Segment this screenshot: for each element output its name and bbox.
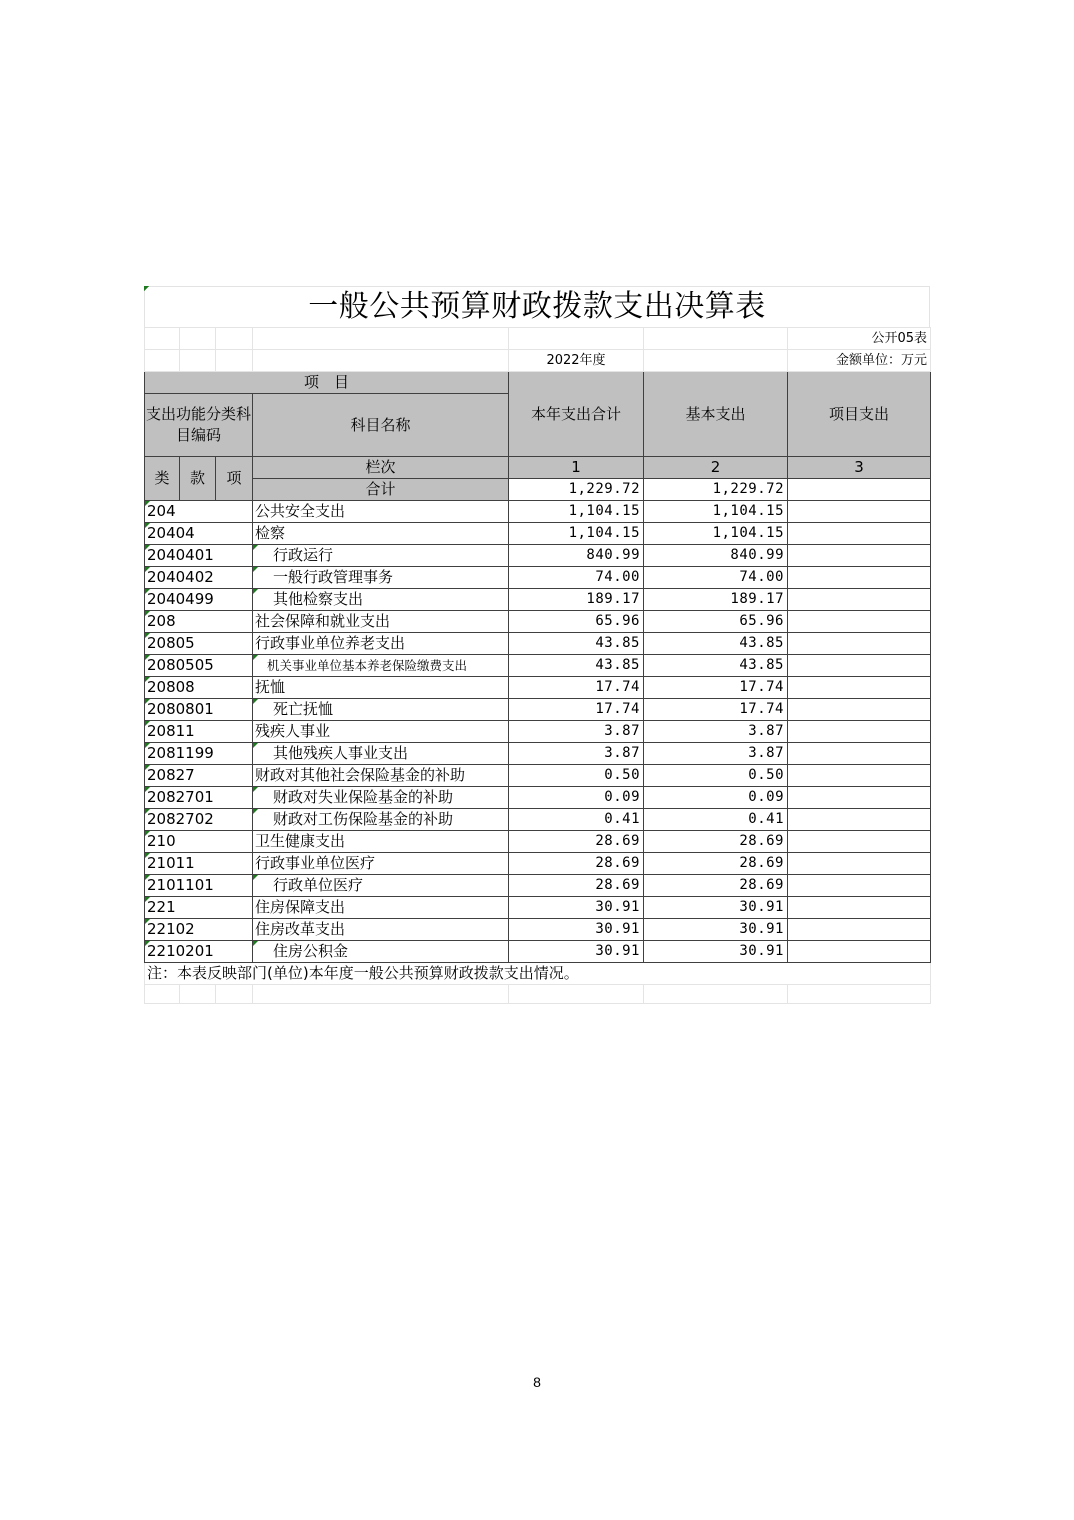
row-basic: 3.87 xyxy=(644,721,788,743)
table-row xyxy=(145,875,931,897)
row-total: 0.50 xyxy=(509,765,644,787)
table-row xyxy=(145,941,931,963)
row-total: 30.91 xyxy=(509,919,644,941)
row-name: 行政单位医疗 xyxy=(253,875,509,897)
row-project xyxy=(788,897,931,919)
row-name: 财政对工伤保险基金的补助 xyxy=(253,809,509,831)
row-total: 840.99 xyxy=(509,545,644,567)
row-code: 20805 xyxy=(145,633,253,655)
row-basic: 0.09 xyxy=(644,787,788,809)
row-basic: 43.85 xyxy=(644,655,788,677)
row-project xyxy=(788,567,931,589)
table-row xyxy=(145,787,931,809)
header-item: 项 目 xyxy=(145,372,509,394)
header-col-project: 项目支出 xyxy=(788,372,931,457)
total-basic: 1,229.72 xyxy=(644,479,788,501)
row-project xyxy=(788,809,931,831)
table-row xyxy=(145,919,931,941)
header-kuan: 款 xyxy=(180,457,216,501)
row-basic: 1,104.15 xyxy=(644,501,788,523)
table-row xyxy=(145,589,931,611)
form-code: 公开05表 xyxy=(788,328,931,350)
row-total: 30.91 xyxy=(509,897,644,919)
row-project xyxy=(788,655,931,677)
row-code: 2080505 xyxy=(145,655,253,677)
row-total: 3.87 xyxy=(509,743,644,765)
header-row-3 xyxy=(145,457,931,479)
row-code: 2082702 xyxy=(145,809,253,831)
row-basic: 0.50 xyxy=(644,765,788,787)
row-code: 2101101 xyxy=(145,875,253,897)
row-code: 208 xyxy=(145,611,253,633)
total-label: 合计 xyxy=(253,479,509,501)
row-name: 公共安全支出 xyxy=(253,501,509,523)
row-total: 28.69 xyxy=(509,853,644,875)
table-row xyxy=(145,501,931,523)
row-name: 其他残疾人事业支出 xyxy=(253,743,509,765)
row-basic: 65.96 xyxy=(644,611,788,633)
note-row xyxy=(145,963,931,985)
row-total: 43.85 xyxy=(509,655,644,677)
row-code: 2080801 xyxy=(145,699,253,721)
row-project xyxy=(788,853,931,875)
row-project xyxy=(788,699,931,721)
row-basic: 1,104.15 xyxy=(644,523,788,545)
year-label: 2022年度 xyxy=(509,350,644,372)
header-xiang: 项 xyxy=(216,457,253,501)
row-code: 21011 xyxy=(145,853,253,875)
row-project xyxy=(788,545,931,567)
row-total: 28.69 xyxy=(509,875,644,897)
row-project xyxy=(788,919,931,941)
row-name: 抚恤 xyxy=(253,677,509,699)
row-project xyxy=(788,743,931,765)
row-code: 20808 xyxy=(145,677,253,699)
year-unit-row xyxy=(145,350,931,372)
report-sheet xyxy=(144,286,930,1004)
row-code: 2040402 xyxy=(145,567,253,589)
row-code: 20404 xyxy=(145,523,253,545)
table-row xyxy=(145,743,931,765)
total-project xyxy=(788,479,931,501)
unit-label: 金额单位：万元 xyxy=(788,350,931,372)
row-total: 0.09 xyxy=(509,787,644,809)
row-project xyxy=(788,875,931,897)
row-name: 行政运行 xyxy=(253,545,509,567)
total-total: 1,229.72 xyxy=(509,479,644,501)
row-name: 财政对其他社会保险基金的补助 xyxy=(253,765,509,787)
table-row xyxy=(145,853,931,875)
row-basic: 30.91 xyxy=(644,941,788,963)
form-code-row xyxy=(145,328,931,350)
table-row xyxy=(145,567,931,589)
header-col-basic: 基本支出 xyxy=(644,372,788,457)
row-name: 财政对失业保险基金的补助 xyxy=(253,787,509,809)
row-project xyxy=(788,501,931,523)
row-basic: 17.74 xyxy=(644,699,788,721)
header-col-no-2: 2 xyxy=(644,457,788,479)
row-basic: 28.69 xyxy=(644,853,788,875)
row-total: 43.85 xyxy=(509,633,644,655)
row-code: 20827 xyxy=(145,765,253,787)
header-col-no-1: 1 xyxy=(509,457,644,479)
table-row xyxy=(145,699,931,721)
row-code: 22102 xyxy=(145,919,253,941)
row-basic: 30.91 xyxy=(644,897,788,919)
row-name: 社会保障和就业支出 xyxy=(253,611,509,633)
row-name: 行政事业单位医疗 xyxy=(253,853,509,875)
table-row xyxy=(145,831,931,853)
row-total: 28.69 xyxy=(509,831,644,853)
row-basic: 840.99 xyxy=(644,545,788,567)
table-row xyxy=(145,545,931,567)
row-name: 死亡抚恤 xyxy=(253,699,509,721)
row-basic: 30.91 xyxy=(644,919,788,941)
footnote: 注：本表反映部门(单位)本年度一般公共预算财政拨款支出情况。 xyxy=(145,963,931,985)
row-total: 0.41 xyxy=(509,809,644,831)
row-basic: 17.74 xyxy=(644,677,788,699)
row-total: 17.74 xyxy=(509,699,644,721)
row-total: 1,104.15 xyxy=(509,523,644,545)
table-row xyxy=(145,721,931,743)
row-project xyxy=(788,523,931,545)
row-code: 2081199 xyxy=(145,743,253,765)
row-basic: 28.69 xyxy=(644,831,788,853)
header-row-1 xyxy=(145,372,931,394)
row-total: 65.96 xyxy=(509,611,644,633)
header-col-no-3: 3 xyxy=(788,457,931,479)
row-name: 行政事业单位养老支出 xyxy=(253,633,509,655)
row-basic: 189.17 xyxy=(644,589,788,611)
header-func-code: 支出功能分类科目编码 xyxy=(145,394,253,457)
row-total: 3.87 xyxy=(509,721,644,743)
row-total: 74.00 xyxy=(509,567,644,589)
total-row xyxy=(145,479,931,501)
row-code: 2040499 xyxy=(145,589,253,611)
row-name: 住房公积金 xyxy=(253,941,509,963)
row-total: 1,104.15 xyxy=(509,501,644,523)
row-name: 住房改革支出 xyxy=(253,919,509,941)
row-project xyxy=(788,765,931,787)
row-total: 17.74 xyxy=(509,677,644,699)
row-name: 卫生健康支出 xyxy=(253,831,509,853)
row-code: 20811 xyxy=(145,721,253,743)
table-row xyxy=(145,523,931,545)
header-subject-name: 科目名称 xyxy=(253,394,509,457)
table-row xyxy=(145,677,931,699)
row-name: 残疾人事业 xyxy=(253,721,509,743)
row-project xyxy=(788,787,931,809)
row-project xyxy=(788,831,931,853)
note-table xyxy=(144,963,931,1004)
header-lanci: 栏次 xyxy=(253,457,509,479)
row-name: 检察 xyxy=(253,523,509,545)
row-code: 2082701 xyxy=(145,787,253,809)
table-row xyxy=(145,655,931,677)
row-name: 住房保障支出 xyxy=(253,897,509,919)
row-project xyxy=(788,633,931,655)
row-total: 189.17 xyxy=(509,589,644,611)
row-name: 其他检察支出 xyxy=(253,589,509,611)
row-project xyxy=(788,677,931,699)
row-name: 机关事业单位基本养老保险缴费支出 xyxy=(253,655,509,677)
row-project xyxy=(788,589,931,611)
row-project xyxy=(788,941,931,963)
row-code: 221 xyxy=(145,897,253,919)
table-row xyxy=(145,897,931,919)
title-row xyxy=(144,286,930,327)
table-row xyxy=(145,633,931,655)
row-basic: 74.00 xyxy=(644,567,788,589)
page-number: 8 xyxy=(533,1374,541,1390)
row-code: 2040401 xyxy=(145,545,253,567)
table-row xyxy=(145,765,931,787)
row-code: 2210201 xyxy=(145,941,253,963)
report-title: 一般公共预算财政拨款支出决算表 xyxy=(308,289,766,324)
row-basic: 0.41 xyxy=(644,809,788,831)
row-total: 30.91 xyxy=(509,941,644,963)
row-name: 一般行政管理事务 xyxy=(253,567,509,589)
row-basic: 43.85 xyxy=(644,633,788,655)
row-code: 204 xyxy=(145,501,253,523)
table-row xyxy=(145,611,931,633)
row-basic: 28.69 xyxy=(644,875,788,897)
header-col-total: 本年支出合计 xyxy=(509,372,644,457)
table-row xyxy=(145,809,931,831)
report-table xyxy=(144,327,931,963)
row-basic: 3.87 xyxy=(644,743,788,765)
blank-row xyxy=(145,985,931,1004)
header-lei: 类 xyxy=(145,457,180,501)
row-code: 210 xyxy=(145,831,253,853)
row-project xyxy=(788,611,931,633)
row-project xyxy=(788,721,931,743)
